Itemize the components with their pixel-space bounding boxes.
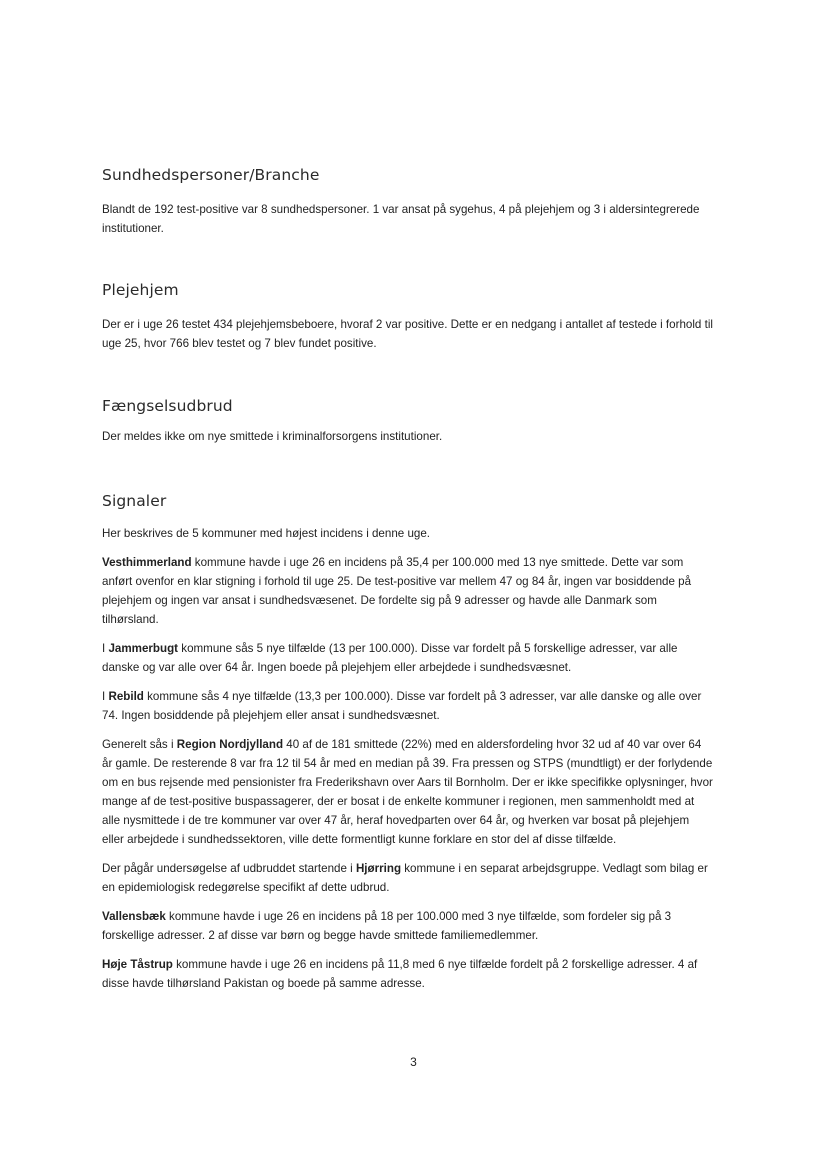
paragraph-text: kommune sås 4 nye tilfælde (13,3 per 100.000). Disse var fordelt på 3 adresser, var alle danske og alle over 74. Ingen bosiddende på plejehjem eller ansat i sundhedsvæsnet. (102, 690, 702, 722)
section-sundhedspersoner (102, 164, 714, 238)
municipality-vesthimmerland: Vesthimmerland (102, 556, 192, 569)
paragraph-text: kommune havde i uge 26 en incidens på 18 per 100.000 med 3 nye tilfælde, som fordeler sig på 3 forskellige adresser. 2 af disse var børn og begge havde smittede familiemedlemmer. (102, 910, 672, 942)
paragraph-text: 40 af de 181 smittede (22%) med en aldersfordeling hvor 32 ud af 40 var over 64 år gamle. De resterende 8 var fra 12 til 54 år med en median på 39. Fra pressen og STPS (mundtligt) er der forlydende om en bus rejsende med pensionister fra Frederikshavn over Aars til Bornholm. Der er ikke specifikke oplysninger, hvor mange af de test-positive buspassagerer, der er bosat i de enkelte kommuner i regionen, men sammenholdt med at alle nysmittede i de tre kommuner var over 47 år, heraf hovedparten over 64 år, og hverken var bosat på plejehjem eller arbejdede i sundhedssektoren, ville dette formentligt kunne forklare en stor del af disse tilfælde. (102, 738, 713, 846)
paragraph-prefix: I (102, 690, 109, 703)
signaler-intro: Her beskrives de 5 kommuner med højest incidens i denne uge. (102, 527, 431, 540)
section-plejehjem (102, 279, 714, 353)
section-text-faengselsudbrud: Der meldes ikke om nye smittede i kriminalforsorgens institutioner. (102, 430, 443, 443)
paragraph-text: kommune havde i uge 26 en incidens på 35,4 per 100.000 med 13 nye smittede. Dette var som anført ovenfor en klar stigning i forhold til uge 25. De test-positive var mellem 47 og 84 år, ingen var bosiddende på plejehjem og ingen var ansat i sundhedsvæsenet. De fordelte sig på 9 adresser og havde alle Danmark som tilhørsland. (102, 556, 692, 626)
section-heading-faengselsudbrud: Fængselsudbrud (102, 397, 233, 415)
municipality-hjoerring: Hjørring (355, 862, 402, 875)
paragraph-hoeje-taastrup (102, 955, 714, 993)
paragraph-vesthimmerland (102, 553, 714, 629)
paragraph-prefix: I (102, 642, 109, 655)
paragraph-vallensbaek (102, 907, 714, 945)
paragraph-text: kommune havde i uge 26 en incidens på 11,8 med 6 nye tilfælde fordelt på 2 forskellige adresser. 4 af disse havde tilhørsland Pakistan og boede på samme adresse. (102, 958, 698, 990)
paragraph-prefix: Der pågår undersøgelse af udbruddet startende i (102, 862, 356, 875)
paragraph-region-nordjylland (102, 735, 714, 849)
municipality-vallensbaek: Vallensbæk (102, 910, 166, 923)
section-text-sundhedspersoner: Blandt de 192 test-positive var 8 sundhedspersoner. 1 var ansat på sygehus, 4 på plejehjem og 3 i aldersintegrerede institutioner. (102, 203, 700, 235)
paragraph-text: kommune sås 5 nye tilfælde (13 per 100.000). Disse var fordelt på 5 forskellige adresser, var alle danske og var alle over 64 år. Ingen boede på plejehjem eller arbejdede i sundhedsvæsnet. (102, 642, 678, 674)
paragraph-prefix: Generelt sås i (102, 738, 177, 751)
section-heading-plejehjem: Plejehjem (102, 281, 179, 299)
section-heading-signaler: Signaler (102, 492, 167, 510)
page-number: 3 (410, 1055, 417, 1069)
municipality-rebild: Rebild (108, 690, 144, 703)
section-text-plejehjem: Der er i uge 26 testet 434 plejehjemsbeboere, hvoraf 2 var positive. Dette er en nedgang i antallet af testede i forhold til uge 25, hvor 766 blev testet og 7 blev fundet positive. (102, 318, 713, 350)
section-signaler (102, 490, 714, 1003)
region-nordjylland: Region Nordjylland (176, 738, 284, 751)
municipality-jammerbugt: Jammerbugt (108, 642, 179, 655)
paragraph-jammerbugt (102, 639, 714, 677)
section-heading-sundhedspersoner: Sundhedspersoner/Branche (102, 166, 320, 184)
paragraph-text: kommune i en separat arbejdsgruppe. Vedlagt som bilag er en epidemiologisk redegørelse specifikt af dette udbrud. (102, 862, 708, 894)
section-faengselsudbrud (102, 395, 714, 446)
paragraph-rebild (102, 687, 714, 725)
municipality-hoeje-taastrup: Høje Tåstrup (102, 958, 173, 971)
paragraph-hjoerring (102, 859, 714, 897)
